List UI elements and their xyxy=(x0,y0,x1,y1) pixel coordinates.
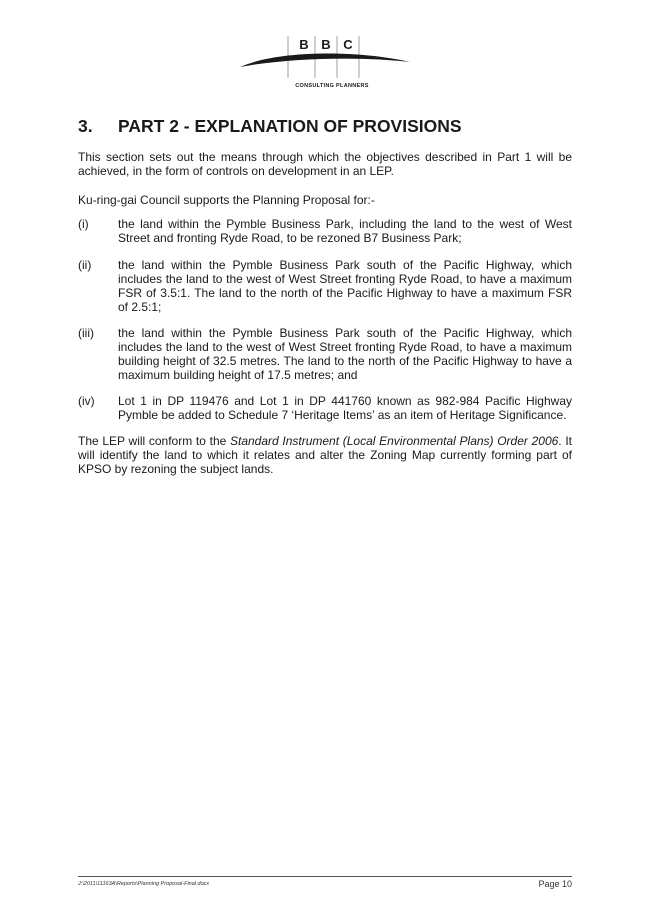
list-item xyxy=(78,394,572,422)
section-number: 3. xyxy=(78,116,93,136)
closing-text-start: The LEP will conform to the xyxy=(78,434,230,448)
section-heading xyxy=(78,116,578,137)
list-item-marker: (i) xyxy=(78,217,89,231)
section-title: PART 2 - EXPLANATION OF PROVISIONS xyxy=(118,116,462,136)
list-item-text: the land within the Pymble Business Park south of the Pacific Highway, which includes the land to the west of West Street fronting Ryde Road, to have a maximum FSR of 3.5:1. The land to the north of the Pacific Highway to have a maximum FSR of 2.5:1; xyxy=(118,258,572,314)
footer-divider xyxy=(78,876,572,877)
intro-paragraph: This section sets out the means through which the objectives described in Part 1 will be achieved, in the form of controls on development in an LEP. xyxy=(78,150,572,178)
logo-letter-b1: B xyxy=(299,37,309,52)
list-item-marker: (iv) xyxy=(78,394,95,408)
bbc-logo xyxy=(238,34,414,94)
closing-text-end: . It will identify the land to which it relates and alter the Zoning Map currently forming part of KPSO by rezoning the subject lands. xyxy=(78,434,572,476)
list-item-text: the land within the Pymble Business Park south of the Pacific Highway, which includes the land to the west of West Street fronting Ryde Road, to have a maximum building height of 32.5 metres. The land to the north of the Pacific Highway to have a maximum building height of 17.5 metres; and xyxy=(118,326,572,382)
logo-letter-b2: B xyxy=(321,37,331,52)
list-item-marker: (ii) xyxy=(78,258,92,272)
list-item xyxy=(78,326,572,382)
list-item xyxy=(78,217,572,245)
logo-letter-c: C xyxy=(343,37,353,52)
footer-file-path: J:\2011\11163A\Reports\Planning Proposal-Final.docx xyxy=(78,881,210,887)
logo-letters xyxy=(293,37,359,52)
list-item-marker: (iii) xyxy=(78,326,94,340)
footer-page-number: Page 10 xyxy=(538,879,572,889)
list-item xyxy=(78,258,572,314)
closing-instrument-title: Standard Instrument (Local Environmental Plans) Order 2006 xyxy=(229,434,559,448)
logo-subtitle: CONSULTING PLANNERS xyxy=(295,83,369,89)
list-item-text: Lot 1 in DP 119476 and Lot 1 in DP 441760 known as 982-984 Pacific Highway Pymble be added to Schedule 7 ‘Heritage Items’ as an item of Heritage Significance. xyxy=(118,394,572,422)
list-item-text: the land within the Pymble Business Park, including the land to the west of West Street and fronting Ryde Road, to be rezoned B7 Business Park; xyxy=(118,217,572,245)
closing-paragraph xyxy=(78,434,572,476)
lead-in-paragraph: Ku-ring-gai Council supports the Planning Proposal for:- xyxy=(78,193,375,207)
